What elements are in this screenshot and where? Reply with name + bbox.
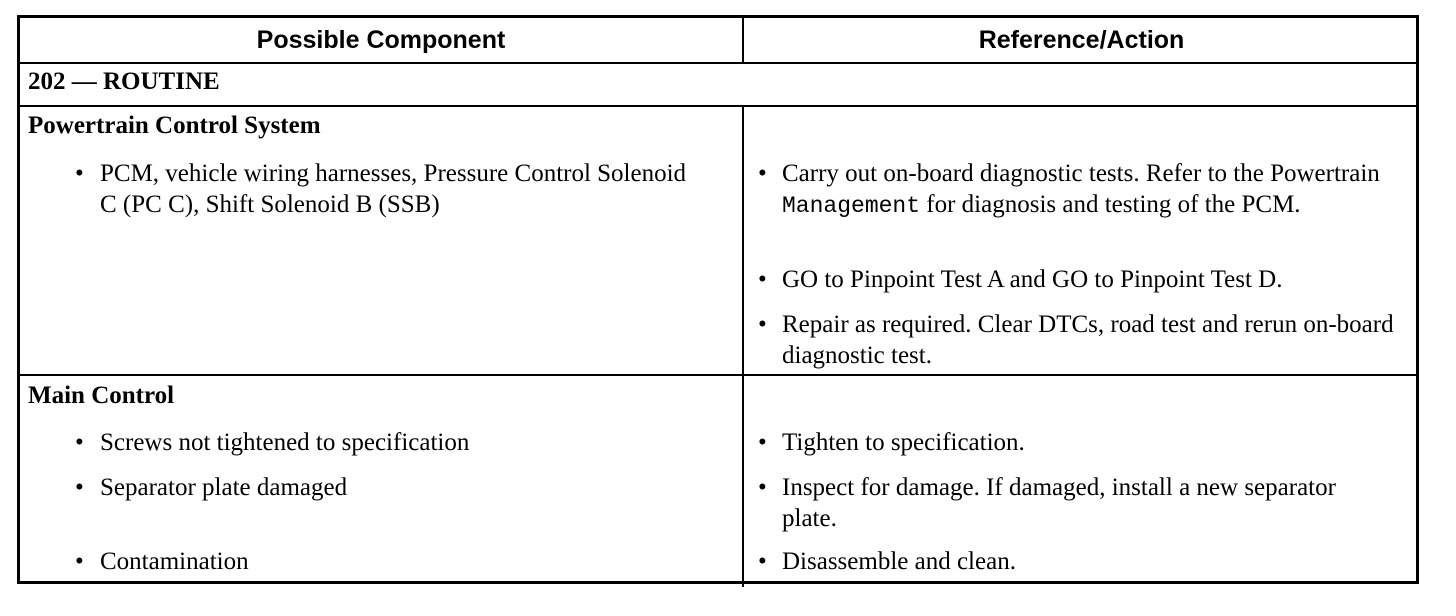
divider-header-vertical [742, 18, 744, 62]
bullet-icon: • [758, 548, 767, 575]
bullet-icon: • [758, 266, 767, 293]
group-title: Powertrain Control System [28, 112, 321, 139]
component-item: PCM, vehicle wiring harnesses, Pressure Control Solenoid C (PC C), Shift Solenoid B (SSB) [100, 160, 687, 218]
bullet-icon: • [758, 429, 767, 456]
bullet-icon: • [758, 474, 767, 501]
header-reference-action: Reference/Action [978, 25, 1185, 54]
component-item: Separator plate damaged [100, 474, 348, 501]
bullet-icon: • [75, 474, 84, 501]
bullet-icon: • [758, 311, 767, 338]
action-item: Repair as required. Clear DTCs, road test and rerun on-board diagnostic test. [782, 311, 1394, 369]
action-item: Tighten to specification. [782, 429, 1025, 456]
action-item: Disassemble and clean. [782, 548, 1016, 575]
component-item: Screws not tightened to specification [100, 429, 470, 456]
bullet-icon: • [75, 160, 84, 187]
section-title: 202 — ROUTINE [28, 68, 220, 95]
divider-section [20, 105, 1416, 107]
divider-group [20, 374, 1416, 376]
header-possible-component: Possible Component [256, 25, 506, 54]
action-item: Carry out on-board diagnostic tests. Refer to the Powertrain Management for diagnosis and testing of the PCM. [782, 160, 1380, 219]
diagnostic-table [17, 15, 1419, 584]
action-item: GO to Pinpoint Test A and GO to Pinpoint Test D. [782, 266, 1283, 293]
group-title: Main Control [28, 382, 175, 409]
divider-header [20, 62, 1416, 64]
bullet-icon: • [758, 160, 767, 187]
component-item: Contamination [100, 548, 249, 575]
bullet-icon: • [75, 548, 84, 575]
action-item: Inspect for damage. If damaged, install a new separator plate. [782, 474, 1336, 532]
divider-body-vertical [742, 105, 744, 587]
bullet-icon: • [75, 429, 84, 456]
